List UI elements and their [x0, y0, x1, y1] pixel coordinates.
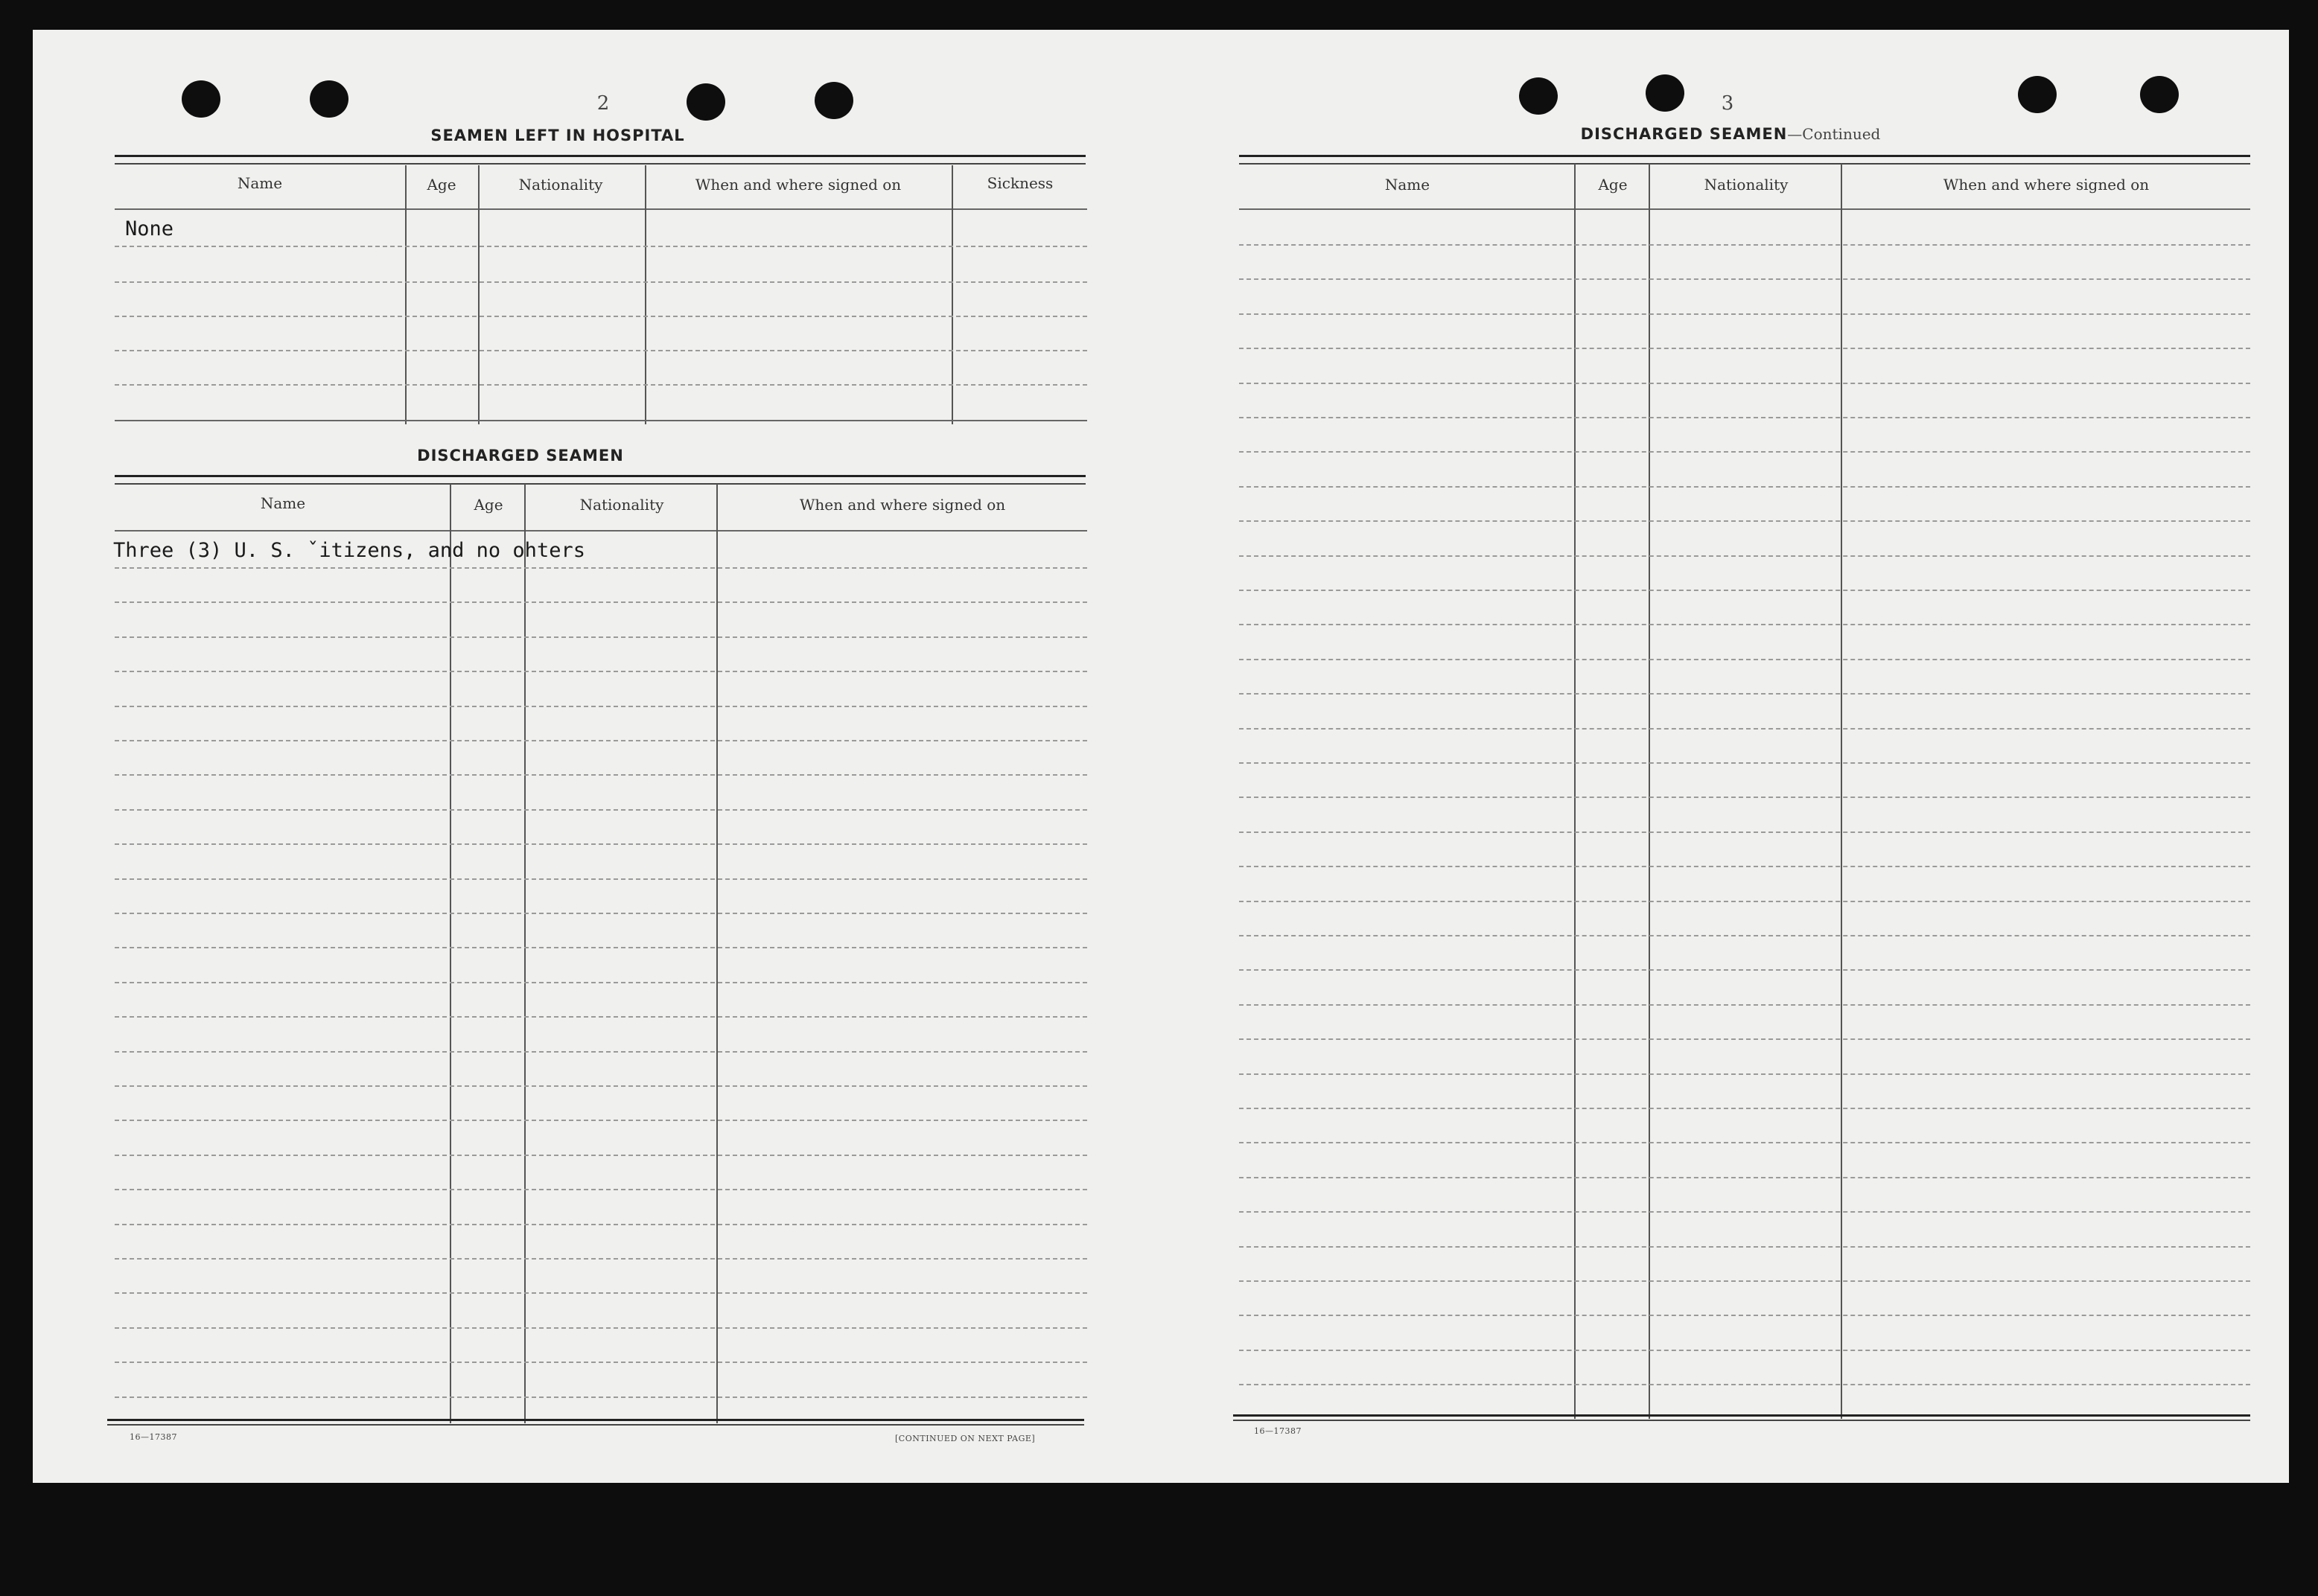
entry-line	[1239, 1246, 2250, 1248]
entry-line	[1239, 1315, 2250, 1316]
discharged-divider	[716, 484, 718, 1423]
entry-line	[1239, 417, 2250, 418]
hospital-entry-line	[115, 246, 1087, 247]
binder-hole	[182, 80, 220, 118]
entry-line	[1239, 831, 2250, 833]
discharged-col-nationality: Nationality	[579, 496, 664, 514]
discharged-col-age: Age	[474, 496, 503, 514]
discharged-col-signed-on: When and where signed on	[799, 496, 1006, 514]
entry-line	[1239, 1108, 2250, 1109]
entry-line	[115, 706, 1087, 707]
entry-line	[1239, 762, 2250, 764]
hospital-entry-text: None	[125, 217, 174, 240]
hospital-col-name: Name	[237, 174, 283, 192]
entry-line	[1239, 1211, 2250, 1213]
discharged-header-rule	[115, 530, 1087, 532]
hospital-top-rule	[115, 155, 1086, 165]
entry-line	[115, 1155, 1087, 1156]
entry-line	[115, 1051, 1087, 1053]
binder-hole	[1646, 74, 1684, 112]
entry-line	[115, 1396, 1087, 1398]
entry-line	[1239, 659, 2250, 660]
entry-line	[1239, 590, 2250, 591]
entry-line	[115, 601, 1087, 603]
entry-line	[1239, 728, 2250, 730]
entry-line	[115, 740, 1087, 741]
entry-line	[1239, 1142, 2250, 1143]
left-bottom-rule	[107, 1419, 1084, 1426]
entry-line	[115, 636, 1087, 638]
entry-line	[1239, 1350, 2250, 1351]
entry-line	[1239, 624, 2250, 625]
entry-line	[115, 1292, 1087, 1294]
hospital-entry-line	[115, 350, 1087, 351]
entry-line	[1239, 486, 2250, 488]
binder-hole	[687, 83, 725, 121]
right-divider	[1574, 164, 1576, 1419]
entry-line	[1239, 1038, 2250, 1040]
entry-line	[115, 1362, 1087, 1363]
discharged-divider	[524, 484, 526, 1423]
entry-line	[1239, 451, 2250, 453]
continued-note: [CONTINUED ON NEXT PAGE]	[895, 1434, 1036, 1443]
ledger-sheet	[33, 30, 2289, 1483]
entry-line	[1239, 935, 2250, 936]
entry-line	[115, 671, 1087, 672]
hospital-col-signed-on: When and where signed on	[695, 176, 902, 194]
right-header-rule	[1239, 208, 2250, 210]
entry-line	[1239, 866, 2250, 867]
entry-line	[115, 1085, 1087, 1087]
entry-line	[1239, 313, 2250, 315]
right-page-number: 3	[1721, 92, 1734, 115]
right-divider	[1841, 164, 1842, 1419]
entry-line	[1239, 244, 2250, 246]
entry-line	[115, 1258, 1087, 1260]
entry-line	[115, 567, 1087, 569]
right-col-age: Age	[1598, 176, 1628, 194]
entry-line	[1239, 383, 2250, 384]
right-col-signed-on: When and where signed on	[1943, 176, 2150, 194]
hospital-entry-line	[115, 281, 1087, 283]
entry-line	[115, 774, 1087, 776]
left-page-number: 2	[596, 92, 610, 115]
binder-hole	[815, 82, 853, 119]
binder-hole	[310, 80, 348, 118]
discharged-continued-title-main: DISCHARGED SEAMEN	[1580, 125, 1788, 143]
entry-line	[1239, 1384, 2250, 1385]
entry-line	[1239, 1280, 2250, 1282]
entry-line	[1239, 520, 2250, 522]
hospital-bottom-rule	[115, 420, 1087, 421]
entry-line	[115, 1224, 1087, 1225]
entry-line	[1239, 797, 2250, 798]
right-bottom-rule	[1233, 1414, 2250, 1421]
entry-line	[115, 878, 1087, 880]
entry-line	[115, 1189, 1087, 1190]
entry-line	[115, 913, 1087, 914]
entry-line	[115, 947, 1087, 948]
binder-hole	[1519, 77, 1558, 115]
right-col-nationality: Nationality	[1704, 176, 1789, 194]
discharged-section-title: DISCHARGED SEAMEN	[417, 447, 624, 465]
entry-line	[1239, 1177, 2250, 1178]
hospital-col-nationality: Nationality	[518, 176, 603, 194]
binder-hole	[2018, 76, 2057, 113]
discharged-continued-title-suffix: —Continued	[1787, 125, 1881, 143]
entry-line	[1239, 1004, 2250, 1006]
discharged-divider	[450, 484, 451, 1423]
left-form-number: 16—17387	[130, 1432, 177, 1442]
right-divider	[1649, 164, 1650, 1419]
right-form-number: 16—17387	[1254, 1426, 1302, 1436]
hospital-header-rule	[115, 208, 1087, 210]
hospital-entry-line	[115, 384, 1087, 386]
entry-line	[1239, 901, 2250, 902]
entry-line	[115, 1327, 1087, 1329]
entry-line	[1239, 348, 2250, 349]
entry-line	[1239, 278, 2250, 280]
right-col-name: Name	[1384, 176, 1430, 194]
right-top-rule	[1239, 155, 2250, 165]
entry-line	[115, 843, 1087, 845]
discharged-continued-title	[1239, 125, 2222, 143]
entry-line	[115, 1016, 1087, 1018]
entry-line	[1239, 693, 2250, 695]
hospital-col-sickness: Sickness	[987, 174, 1054, 192]
discharged-top-rule	[115, 475, 1086, 485]
entry-line	[1239, 969, 2250, 971]
discharged-col-name: Name	[260, 494, 306, 512]
hospital-col-age: Age	[427, 176, 456, 194]
hospital-entry-line	[115, 316, 1087, 317]
discharged-entry-text: Three (3) U. S. ˇitizens, and no ohters	[113, 539, 585, 562]
binder-hole	[2140, 76, 2179, 113]
entry-line	[115, 809, 1087, 811]
entry-line	[1239, 1073, 2250, 1075]
hospital-section-title: SEAMEN LEFT IN HOSPITAL	[430, 127, 685, 144]
entry-line	[115, 982, 1087, 983]
entry-line	[1239, 555, 2250, 557]
entry-line	[115, 1120, 1087, 1121]
